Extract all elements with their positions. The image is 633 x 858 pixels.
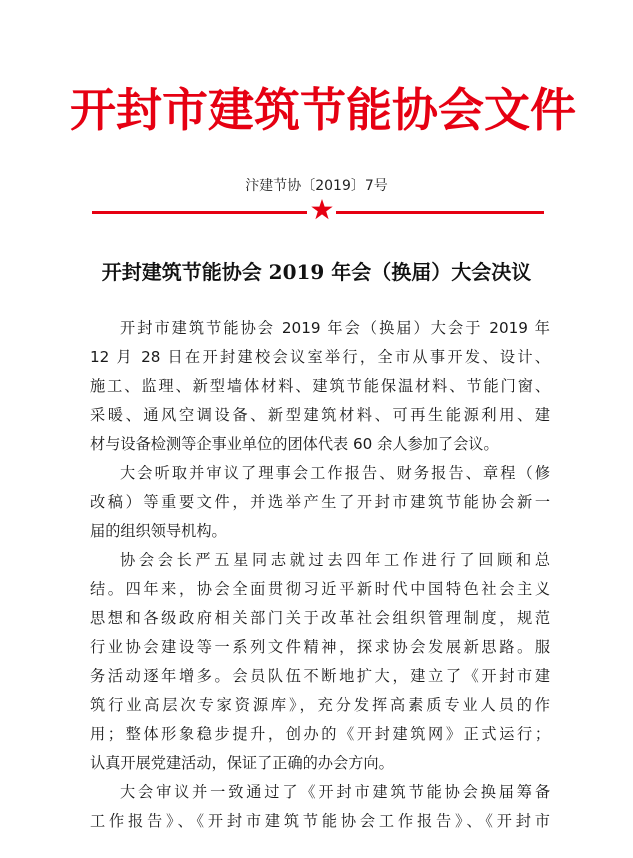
paragraph-line: 材与设备检测等企事业单位的团体代表 60 余人参加了会议。 (90, 435, 499, 453)
red-rule-right (336, 211, 544, 214)
paragraph-line: 12 月 28 日在开封建校会议室举行，全市从事开发、设计、 (90, 348, 550, 366)
resolution-title: 开封建筑节能协会 2019 年会（换届）大会决议 (101, 260, 532, 284)
paragraph-line: 大会审议并一致通过了《开封市建筑节能协会换届筹备 (120, 783, 550, 801)
paragraph (90, 459, 550, 546)
document-number: 汴建节协〔2019〕7号 (245, 178, 388, 194)
paragraph (90, 778, 550, 836)
paragraph-line: 行业协会建设等一系列文件精神，探求协会发展新思路。服 (90, 638, 550, 656)
org-masthead-title: 开封市建筑节能协会文件 (70, 83, 576, 137)
paragraph (90, 314, 550, 459)
paragraph-line: 大会听取并审议了理事会工作报告、财务报告、章程（修 (120, 464, 550, 482)
paragraph-line: 改稿）等重要文件，并选举产生了开封市建筑节能协会新一 (90, 493, 550, 511)
paragraph-line: 务活动逐年增多。会员队伍不断地扩大，建立了《开封市建 (90, 667, 550, 685)
paragraph-line: 思想和各级政府相关部门关于改革社会组织管理制度，规范 (90, 609, 550, 627)
paragraph (90, 546, 550, 778)
paragraph-line: 用；整体形象稳步提升，创办的《开封建筑网》正式运行； (90, 725, 550, 743)
red-rule-left (92, 211, 307, 214)
paragraph-line: 工作报告》、《开封市建筑节能协会工作报告》、《开封市 (90, 812, 550, 830)
paragraph-line: 协会会长严五星同志就过去四年工作进行了回顾和总 (120, 551, 550, 569)
paragraph-line: 采暖、通风空调设备、新型建筑材料、可再生能源利用、建 (90, 406, 550, 424)
paragraph-line: 结。四年来，协会全面贯彻习近平新时代中国特色社会主义 (90, 580, 550, 598)
red-star-icon (310, 198, 334, 222)
paragraph-line: 筑行业高层次专家资源库》，充分发挥高素质专业人员的作 (90, 696, 550, 714)
paragraph-line: 开封市建筑节能协会 2019 年会（换届）大会于 2019 年 (120, 319, 550, 337)
paragraph-line: 施工、监理、新型墙体材料、建筑节能保温材料、节能门窗、 (90, 377, 550, 395)
document-body (90, 314, 550, 836)
paragraph-line: 届的组织领导机构。 (90, 522, 227, 540)
paragraph-line: 认真开展党建活动，保证了正确的办会方向。 (90, 754, 394, 772)
